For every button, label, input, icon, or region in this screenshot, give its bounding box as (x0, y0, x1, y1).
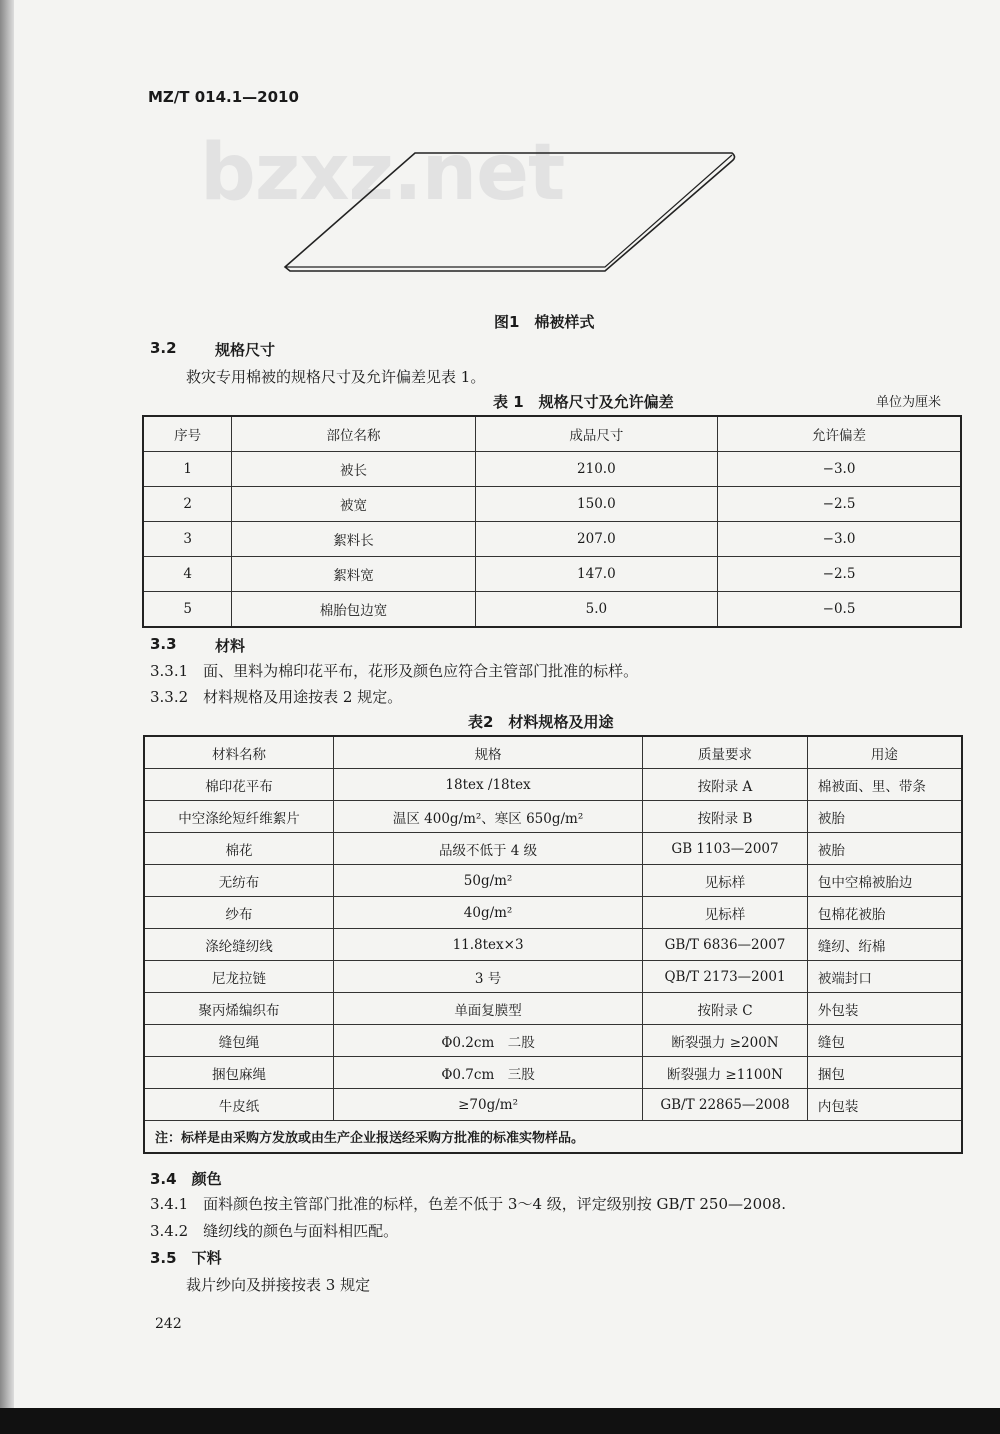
table-2 (143, 735, 963, 1154)
cell: 被长 (232, 452, 475, 487)
cell: −2.5 (718, 487, 961, 522)
cell: 被端封口 (807, 961, 962, 993)
table-row (144, 865, 962, 897)
cell: QB/T 2173—2001 (643, 961, 808, 993)
table1-title: 表 1 规格尺寸及允许偏差 (493, 393, 674, 411)
cell: −2.5 (718, 557, 961, 592)
section-3-3-title: 材料 (215, 637, 246, 655)
header-cell: 规格 (333, 736, 642, 769)
section-3-5-title: 3.5 下料 (150, 1249, 222, 1267)
section-3-3-2: 3.3.2 材料规格及用途按表 2 规定。 (150, 688, 403, 706)
table-1 (142, 415, 962, 628)
table-row (144, 993, 962, 1025)
section-3-2-title: 规格尺寸 (215, 341, 276, 359)
standard-code: MZ/T 014.1—2010 (148, 88, 299, 106)
cell: 纱布 (144, 897, 333, 929)
cell: Φ0.2cm 二股 (333, 1025, 642, 1057)
cell: −3.0 (718, 452, 961, 487)
table-row (143, 452, 961, 487)
cell: 5.0 (475, 592, 717, 628)
cell: 50g/m² (333, 865, 642, 897)
cell: 品级不低于 4 级 (333, 833, 642, 865)
section-3-2-number: 3.2 (150, 339, 177, 357)
scan-bottom-edge (0, 1408, 1000, 1434)
cell: 牛皮纸 (144, 1089, 333, 1121)
table-row (144, 929, 962, 961)
table-header-row (144, 736, 962, 769)
cell: 210.0 (475, 452, 717, 487)
table-row (144, 833, 962, 865)
cell: 2 (143, 487, 232, 522)
section-3-4-2: 3.4.2 缝纫线的颜色与面料相匹配。 (150, 1222, 399, 1240)
table-row (144, 769, 962, 801)
watermark: bzxz.net (200, 128, 565, 218)
figure-caption: 图1 棉被样式 (494, 313, 595, 331)
cell: 捆包麻绳 (144, 1057, 333, 1089)
cell: 断裂强力 ≥200N (643, 1025, 808, 1057)
cell: 温区 400g/m²、寒区 650g/m² (333, 801, 642, 833)
cell: 11.8tex×3 (333, 929, 642, 961)
cell: 4 (143, 557, 232, 592)
cell: 3 号 (333, 961, 642, 993)
table-row (144, 1025, 962, 1057)
table-row (143, 522, 961, 557)
cell: 150.0 (475, 487, 717, 522)
section-3-4-title: 3.4 颜色 (150, 1170, 222, 1188)
section-3-5-text: 裁片纱向及拼接按表 3 规定 (186, 1276, 371, 1294)
section-3-2-text: 救灾专用棉被的规格尺寸及允许偏差见表 1。 (186, 368, 486, 386)
cell: 尼龙拉链 (144, 961, 333, 993)
header-cell: 部位名称 (232, 416, 475, 452)
cell: 5 (143, 592, 232, 628)
table-row (143, 557, 961, 592)
cell: ≥70g/m² (333, 1089, 642, 1121)
table2-note: 注：标样是由采购方发放或由生产企业报送经采购方批准的标准实物样品。 (144, 1121, 962, 1154)
cell: 缝纫、绗棉 (807, 929, 962, 961)
cell: 缝包绳 (144, 1025, 333, 1057)
header-cell: 允许偏差 (718, 416, 961, 452)
cell: 被胎 (807, 801, 962, 833)
cell: 见标样 (643, 865, 808, 897)
quilt-figure (280, 145, 750, 280)
cell: 内包装 (807, 1089, 962, 1121)
cell: 147.0 (475, 557, 717, 592)
section-3-4-1: 3.4.1 面料颜色按主管部门批准的标样，色差不低于 3～4 级，评定级别按 GB/T 250—2008. (150, 1195, 786, 1213)
cell: 无纺布 (144, 865, 333, 897)
cell: 207.0 (475, 522, 717, 557)
header-cell: 成品尺寸 (475, 416, 717, 452)
table1-unit: 单位为厘米 (876, 395, 942, 410)
cell: −3.0 (718, 522, 961, 557)
cell: 缝包 (807, 1025, 962, 1057)
table-row (144, 1089, 962, 1121)
cell: 中空涤纶短纤维絮片 (144, 801, 333, 833)
cell: 聚丙烯编织布 (144, 993, 333, 1025)
section-3-3-1: 3.3.1 面、里料为棉印花平布，花形及颜色应符合主管部门批准的标样。 (150, 662, 639, 680)
cell: 包棉花被胎 (807, 897, 962, 929)
cell: 单面复膜型 (333, 993, 642, 1025)
header-cell: 材料名称 (144, 736, 333, 769)
section-3-3-number: 3.3 (150, 635, 177, 653)
cell: 按附录 C (643, 993, 808, 1025)
cell: GB/T 22865—2008 (643, 1089, 808, 1121)
cell: 棉被面、里、带条 (807, 769, 962, 801)
cell: 断裂强力 ≥1100N (643, 1057, 808, 1089)
table-row (144, 1057, 962, 1089)
cell: 外包装 (807, 993, 962, 1025)
table-row (143, 592, 961, 628)
cell: 涤纶缝纫线 (144, 929, 333, 961)
cell: 见标样 (643, 897, 808, 929)
cell: 棉印花平布 (144, 769, 333, 801)
table-row (143, 487, 961, 522)
cell: 按附录 A (643, 769, 808, 801)
note-row (144, 1121, 962, 1154)
header-cell: 用途 (807, 736, 962, 769)
page-number: 242 (155, 1316, 182, 1332)
cell: 被宽 (232, 487, 475, 522)
header-cell: 质量要求 (643, 736, 808, 769)
cell: GB/T 6836—2007 (643, 929, 808, 961)
table-header-row (143, 416, 961, 452)
cell: 捆包 (807, 1057, 962, 1089)
cell: 40g/m² (333, 897, 642, 929)
cell: 18tex /18tex (333, 769, 642, 801)
cell: 棉胎包边宽 (232, 592, 475, 628)
table-row (144, 961, 962, 993)
header-cell: 序号 (143, 416, 232, 452)
table2-title: 表2 材料规格及用途 (468, 713, 614, 731)
cell: 被胎 (807, 833, 962, 865)
cell: 按附录 B (643, 801, 808, 833)
scan-edge (0, 0, 14, 1434)
cell: 1 (143, 452, 232, 487)
cell: −0.5 (718, 592, 961, 628)
cell: 包中空棉被胎边 (807, 865, 962, 897)
cell: 3 (143, 522, 232, 557)
cell: Φ0.7cm 三股 (333, 1057, 642, 1089)
table-row (144, 801, 962, 833)
cell: GB 1103—2007 (643, 833, 808, 865)
cell: 棉花 (144, 833, 333, 865)
cell: 絮料长 (232, 522, 475, 557)
cell: 絮料宽 (232, 557, 475, 592)
table-row (144, 897, 962, 929)
